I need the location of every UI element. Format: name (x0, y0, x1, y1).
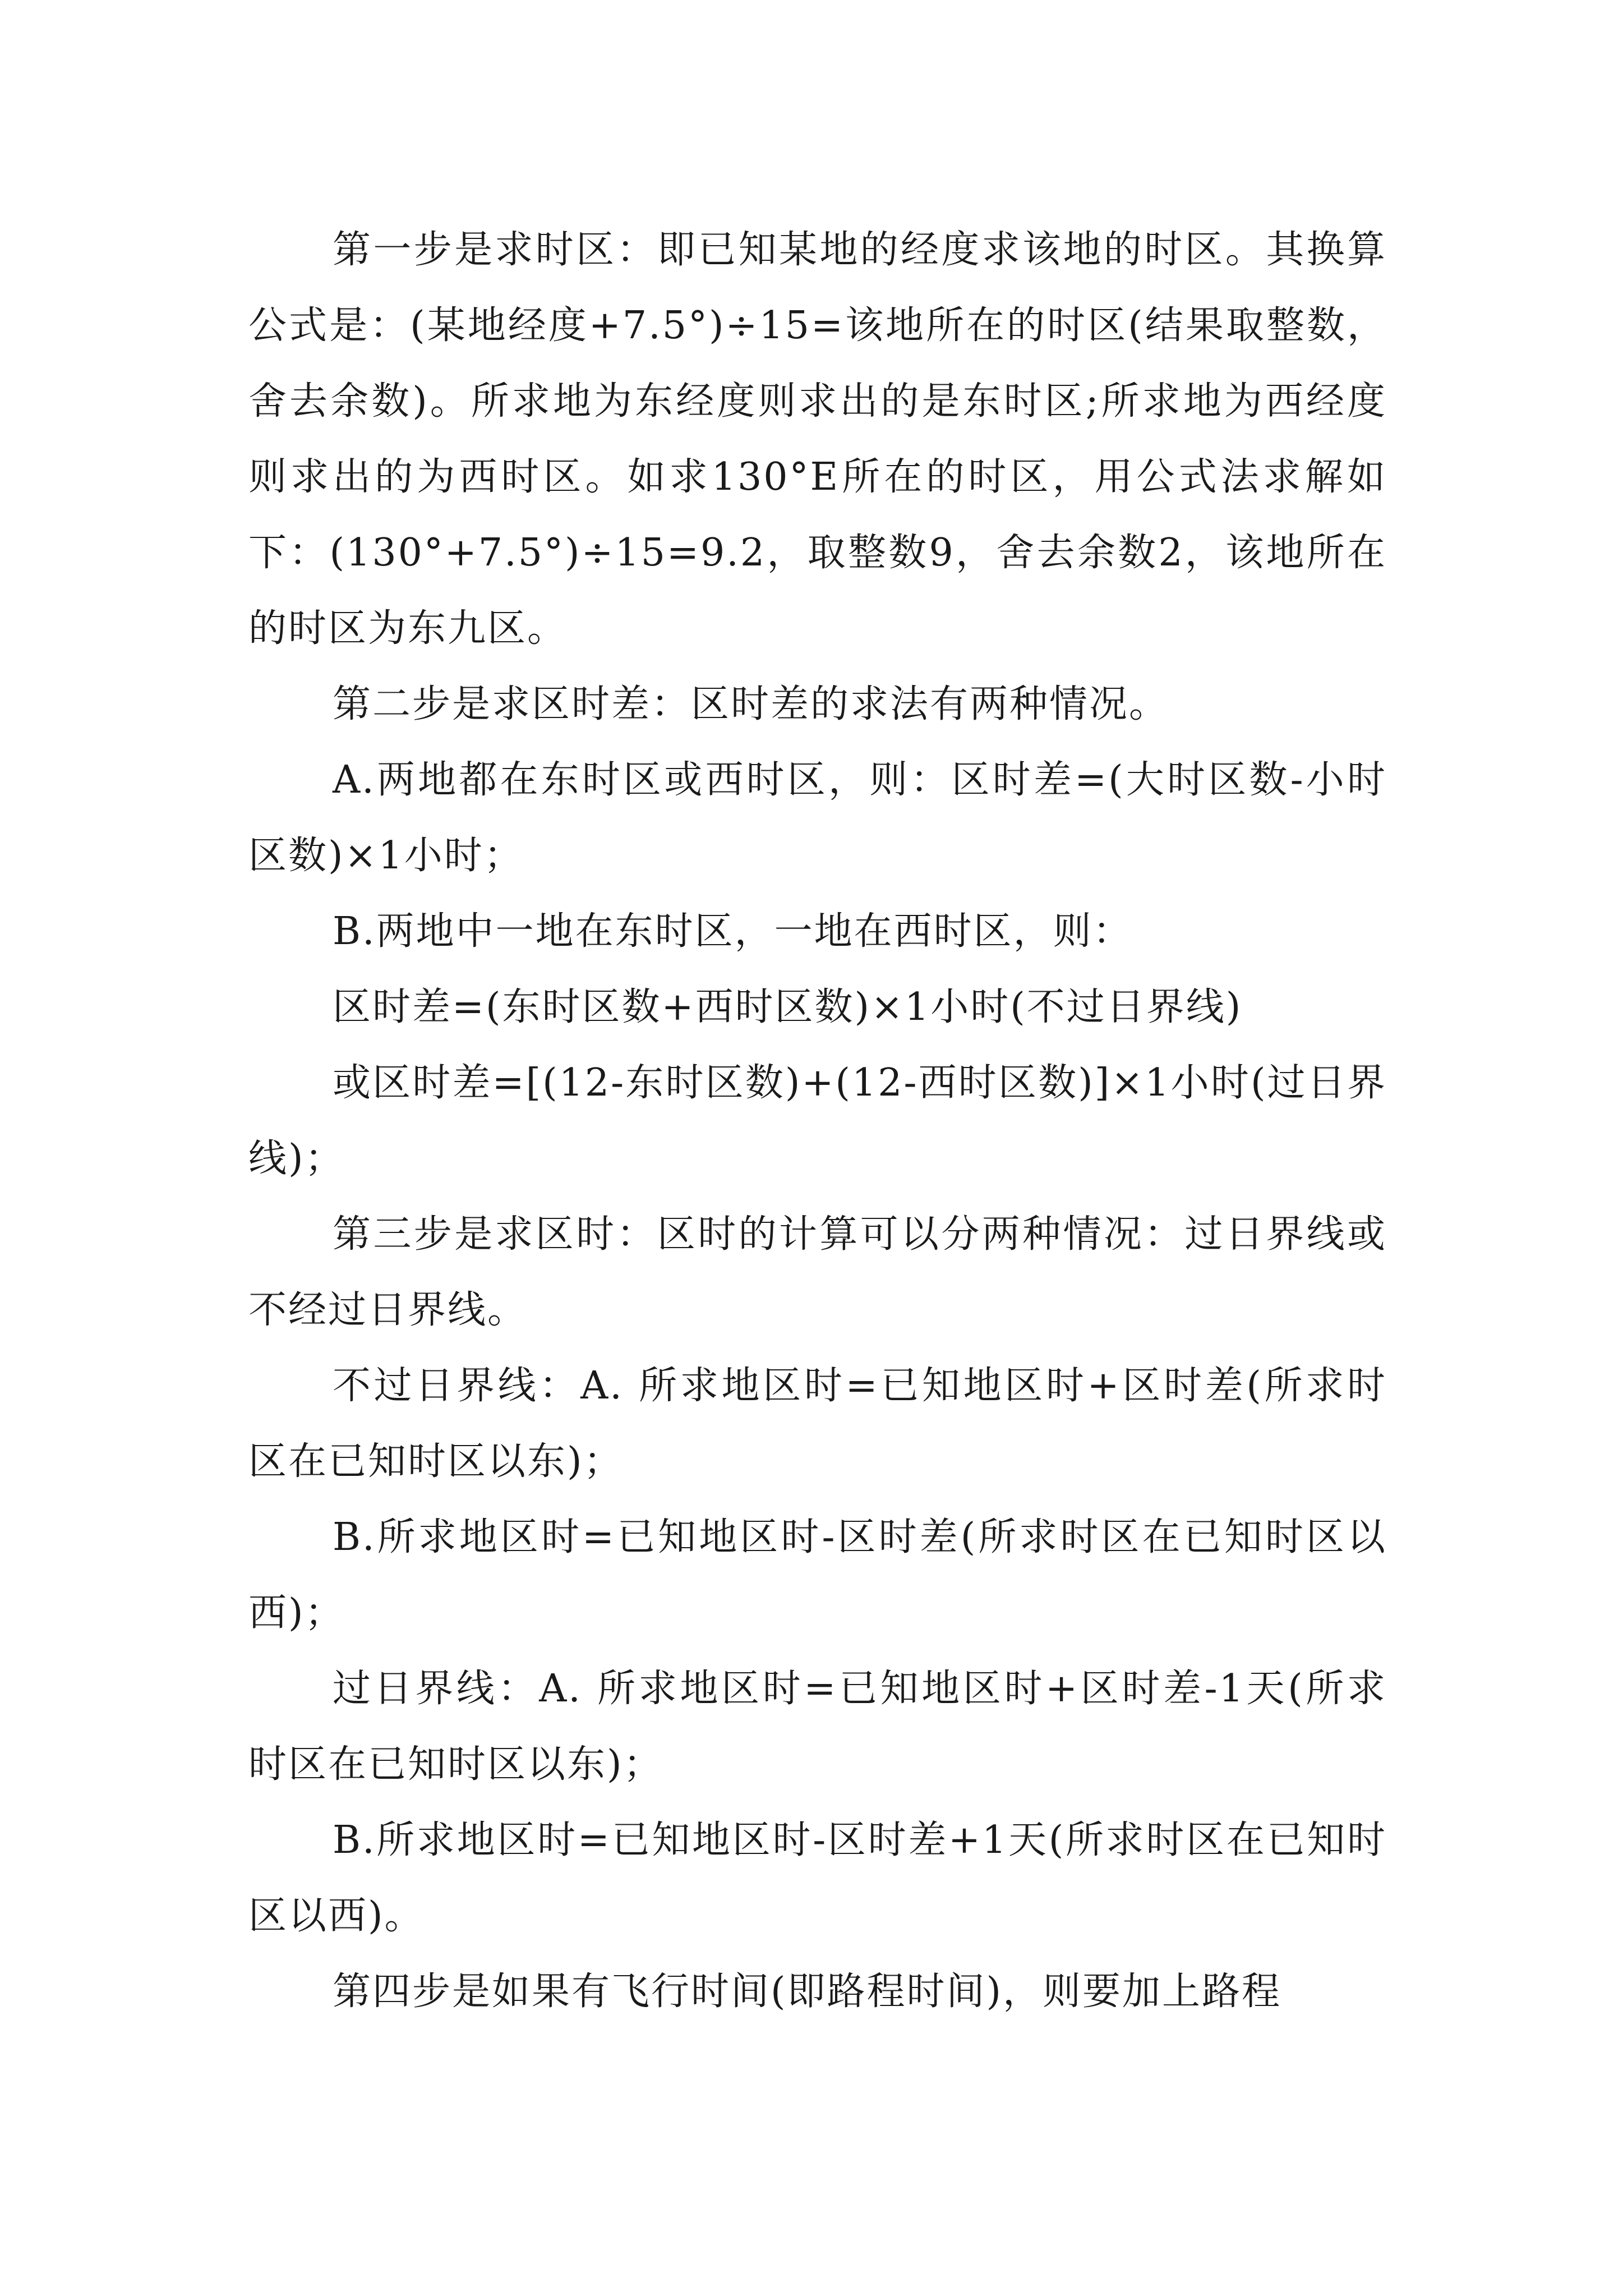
paragraph-step4-flight-time: 第四步是如果有飞行时间(即路程时间)，则要加上路程 (333, 1970, 1282, 2014)
paragraph-case-b-formula-no-dateline: 区时差=(东时区数+西时区数)×1小时(不过日界线) (333, 985, 1243, 1029)
paragraph-step2-zone-difference: 第二步是求区时差：区时差的求法有两种情况。 (333, 682, 1169, 726)
paragraph-dateline-a: 过日界线：A. 所求地区时=已知地区时+区时差-1天(所求时区在已知时区以东)； (248, 1667, 1387, 1787)
paragraph-case-b-formula-dateline: 或区时差=[(12-东时区数)+(12-西时区数)]×1小时(过日界线)； (248, 1061, 1387, 1181)
paragraph-no-dateline-b: B.所求地区时=已知地区时-区时差(所求时区在已知时区以西)； (248, 1515, 1387, 1635)
paragraph-case-b-intro: B.两地中一地在东时区，一地在西时区，则： (333, 909, 1133, 954)
document-body (248, 212, 1387, 2030)
paragraph-step1-time-zone: 第一步是求时区：即已知某地的经度求该地的时区。其换算公式是：(某地经度+7.5°)÷15=该地所在的时区(结果取整数，舍去余数)。所求地为东经度则求出的是东时区;所求地为西经度则求出的为西时区。如求130°E所在的时区，用公式法求解如下：(130°+7.5°)÷15=9.2，取整数9，舍去余数2，该地所在的时区为东九区。 (248, 228, 1387, 651)
paragraph-case-a-same-hemisphere: A.两地都在东时区或西时区，则：区时差=(大时区数-小时区数)×1小时； (248, 758, 1387, 878)
paragraph-no-dateline-a: 不过日界线：A. 所求地区时=已知地区时+区时差(所求时区在已知时区以东)； (248, 1364, 1387, 1484)
paragraph-step3-zone-time: 第三步是求区时：区时的计算可以分两种情况：过日界线或不经过日界线。 (248, 1212, 1387, 1332)
paragraph-dateline-b: B.所求地区时=已知地区时-区时差+1天(所求时区在已知时区以西)。 (248, 1818, 1387, 1938)
